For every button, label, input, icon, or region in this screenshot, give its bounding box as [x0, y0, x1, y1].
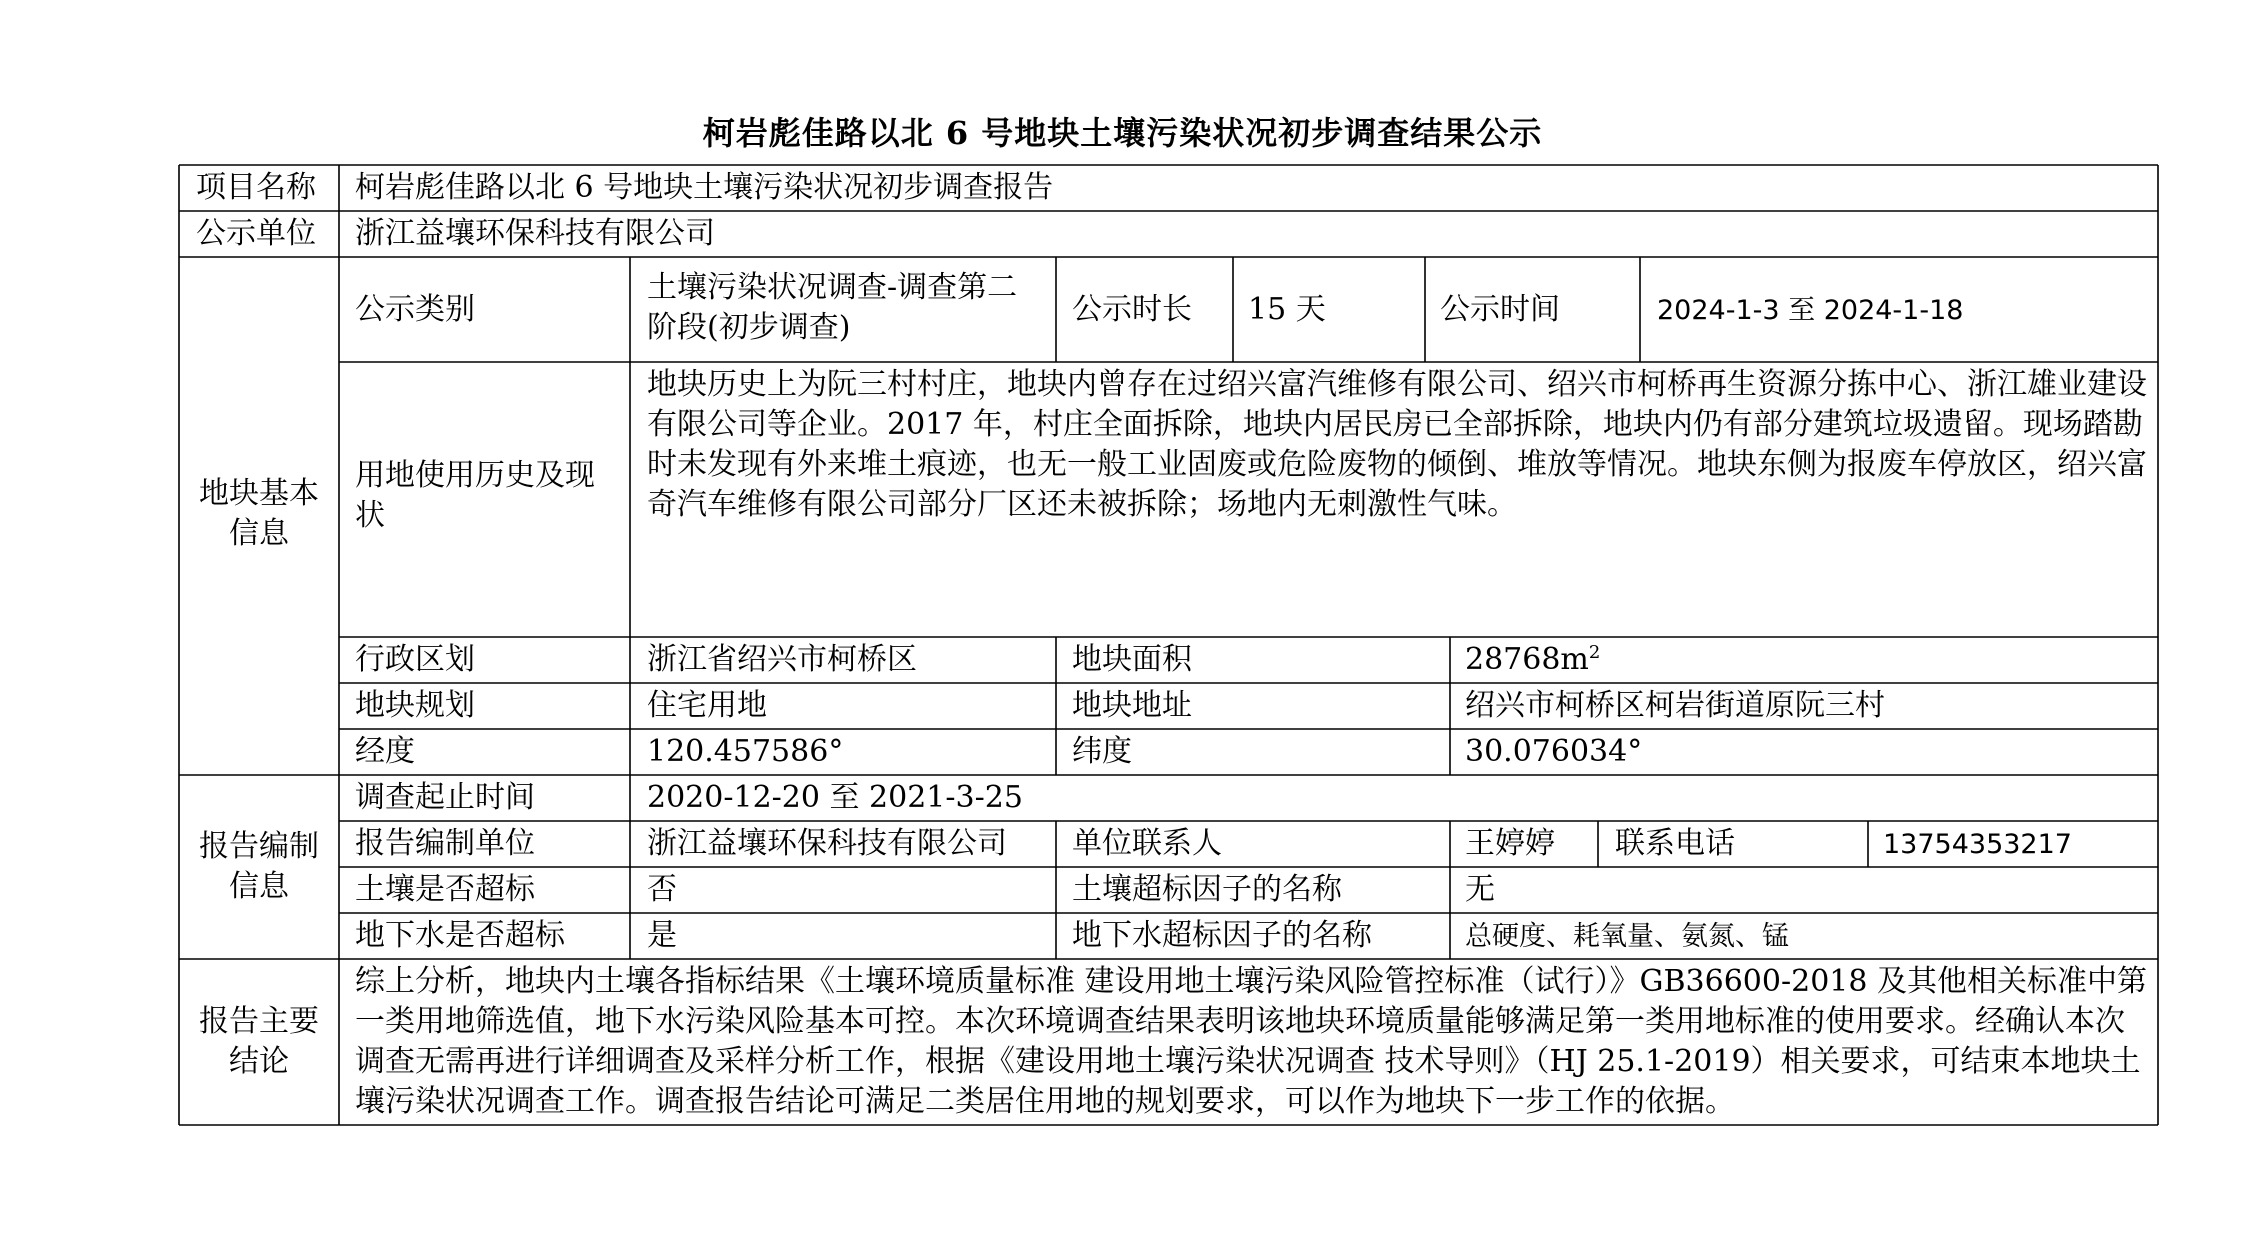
water-exceed-label: 地下水是否超标: [355, 918, 565, 953]
plan-value: 住宅用地: [647, 688, 767, 723]
water-factor-label: 地下水超标因子的名称: [1072, 918, 1372, 953]
latitude-value: 30.076034°: [1465, 734, 1643, 769]
plan-label: 地块规划: [355, 688, 475, 723]
basic-info-section-label: 地块基本信息: [199, 476, 319, 551]
water-factor-value: 总硬度、耗氧量、氨氮、锰: [1465, 921, 1789, 952]
conclusion-text: 综上分析，地块内土壤各指标结果《土壤环境质量标准 建设用地土壤污染风险管控标准（试行）》GB36600-2018 及其他相关标准中第一类用地筛选值，地下水污染风险基本可控。本次环境调查结果表明该地块环境质量能够满足第一类用地标准的使用要求。经确认本次调查无需再进行详细调查及采样分析工作，根据《建设用地土壤污染状况调查 技术导则》（HJ 25.1-2019）相关要求，可结束本地块土壤污染状况调查工作。调查报告结论可满足二类居住用地的规划要求，可以作为地块下一步工作的依据。: [355, 964, 2148, 1119]
area-label: 地块面积: [1072, 642, 1192, 677]
district-value: 浙江省绍兴市柯桥区: [647, 642, 917, 677]
page-title: 柯岩彪佳路以北 6 号地块土壤污染状况初步调查结果公示: [702, 114, 1543, 152]
category-value: 土壤污染状况调查-调查第二阶段(初步调查): [647, 270, 1018, 345]
phone-value: 13754353217: [1883, 829, 2072, 860]
conclusion-section-label: 报告主要结论: [199, 1004, 319, 1079]
contact-label: 单位联系人: [1072, 826, 1222, 861]
area-number: 28768m: [1465, 642, 1589, 677]
area-value: [1465, 640, 1600, 680]
phone-label: 联系电话: [1615, 826, 1735, 861]
district-label: 行政区划: [355, 642, 475, 677]
unit-value: 浙江益壤环保科技有限公司: [647, 826, 1007, 861]
soil-factor-label: 土壤超标因子的名称: [1072, 872, 1342, 907]
duration-label: 公示时长: [1072, 292, 1192, 327]
publisher-label: 公示单位: [196, 216, 316, 251]
water-exceed-value: 是: [647, 918, 677, 953]
soil-exceed-value: 否: [647, 872, 677, 907]
area-unit-superscript: 2: [1588, 642, 1601, 663]
time-value: 2024-1-3 至 2024-1-18: [1657, 295, 1964, 326]
history-value: 地块历史上为阮三村村庄，地块内曾存在过绍兴富汽维修有限公司、绍兴市柯桥再生资源分拣中心、浙江雄业建设有限公司等企业。2017 年，村庄全面拆除，地块内居民房已全部拆除，地块内仍有部分建筑垃圾遗留。现场踏勘时未发现有外来堆土痕迹，也无一般工业固废或危险废物的倾倒、堆放等情况。地块东侧为报废车停放区，绍兴富奇汽车维修有限公司部分厂区还未被拆除；场地内无刺激性气味。: [647, 367, 2147, 522]
unit-label: 报告编制单位: [355, 826, 535, 861]
history-label: 用地使用历史及现状: [355, 458, 595, 533]
period-label: 调查起止时间: [355, 780, 535, 815]
publisher-value: 浙江益壤环保科技有限公司: [355, 216, 715, 251]
soil-factor-value: 无: [1465, 872, 1495, 907]
time-label: 公示时间: [1440, 292, 1560, 327]
project-value: 柯岩彪佳路以北 6 号地块土壤污染状况初步调查报告: [355, 170, 1054, 205]
report-info-section-label: 报告编制信息: [199, 829, 319, 904]
soil-exceed-label: 土壤是否超标: [355, 872, 535, 907]
latitude-label: 纬度: [1072, 734, 1132, 769]
longitude-label: 经度: [355, 734, 415, 769]
address-label: 地块地址: [1072, 688, 1192, 723]
address-value: 绍兴市柯桥区柯岩街道原阮三村: [1465, 688, 1885, 723]
period-value: 2020-12-20 至 2021-3-25: [647, 780, 1023, 815]
category-label: 公示类别: [355, 292, 475, 327]
longitude-value: 120.457586°: [647, 734, 844, 769]
contact-value: 王婷婷: [1465, 826, 1555, 861]
duration-value: 15 天: [1248, 292, 1326, 327]
project-label: 项目名称: [196, 170, 316, 205]
